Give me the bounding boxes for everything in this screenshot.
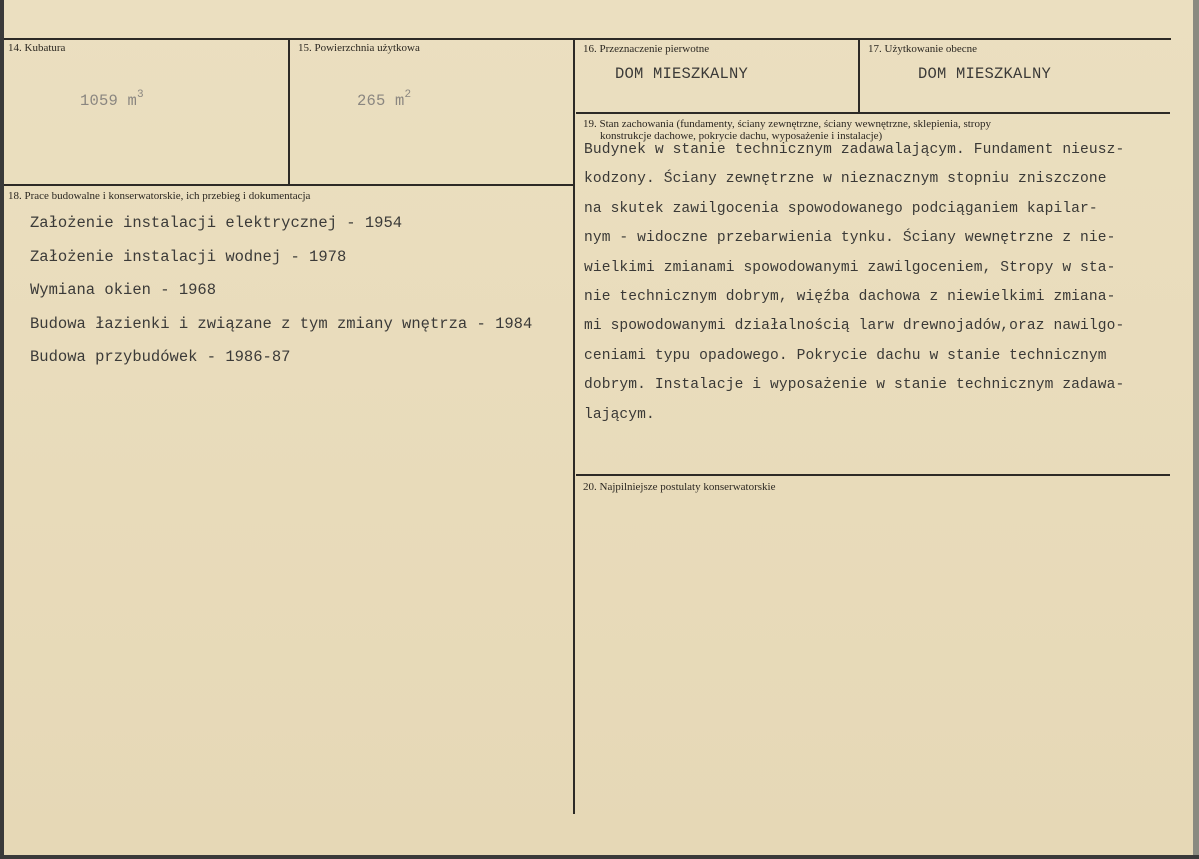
text-line: wielkimi zmianami spowodowanymi zawilgoceniem, Stropy w sta- [584,259,1116,276]
card-edge-bottom [0,855,1199,859]
text-line: Budynek w stanie technicznym zadawalającym. Fundament nieusz- [584,142,1125,158]
text-line: lającym. [584,406,655,423]
divider-main [573,39,575,814]
note-line: Budowa łazienki i związane z tym zmiany wnętrza - 1984 [30,314,533,333]
field-18-label: 18. Prace budowalne i konserwatorskie, ich przebieg i dokumentacja [8,190,311,202]
field-17-label: 17. Użytkowanie obecne [868,43,978,55]
top-rule [4,38,1171,40]
text-line: ceniami typu opadowego. Pokrycie dachu w stanie technicznym [584,347,1107,364]
rule-under-16-17 [576,112,1170,114]
note-line: Założenie instalacji elektrycznej - 1954 [30,214,403,232]
field-15-value: 265 $m^2$ [357,89,412,111]
field-19-label-line1: 19. Stan zachowania (fundamenty, ściany zewnętrzne, ściany wewnętrzne, sklepienia, stropy [583,118,991,130]
divider-14-15 [288,39,290,185]
card-edge-left [0,0,4,859]
note-line: Wymiana okien - 1968 [30,281,217,299]
rule-under-19 [576,474,1170,476]
field-19-label-line2: konstrukcje dachowe, pokrycie dachu, wyposażenie i instalacje) [600,130,883,142]
text-line: mi spowodowanymi działalnością larw drewnojadów,oraz nawilgo- [584,318,1125,335]
field-17-value: DOM MIESZKALNY [918,65,1052,83]
note-line: Założenie instalacji wodnej - 1978 [30,247,347,266]
field-14-label: 14. Kubatura [8,42,66,54]
field-19-text [584,136,1196,430]
field-20-label: 20. Najpilniejsze postulaty konserwatorskie [583,481,776,493]
field-14-value: 1059 $m^3$ [80,89,144,111]
text-line: dobrym. Instalacje i wyposażenie w stanie technicznym zadawa- [584,377,1125,394]
note-line: Budowa przybudówek - 1986-87 [30,348,291,366]
text-line: nym - widoczne przebarwienia tynku. Ściany wewnętrzne z nie- [584,230,1116,247]
field-16-value: DOM MIESZKALNY [615,65,749,83]
text-line: kodzony. Ściany zewnętrzne w nieznacznym stopniu zniszczone [584,171,1107,188]
field-16-label: 16. Przeznaczenie pierwotne [583,43,710,55]
field-15-label: 15. Powierzchnia użytkowa [298,42,420,54]
divider-16-17 [858,39,860,113]
text-line: nie technicznym dobrym, więźba dachowa z niewielkimi zmiana- [584,288,1116,305]
field-18-notes [30,207,572,375]
rule-under-14-15 [4,184,574,186]
text-line: na skutek zawilgocenia spowodowanego podciąganiem kapilar- [584,200,1098,217]
